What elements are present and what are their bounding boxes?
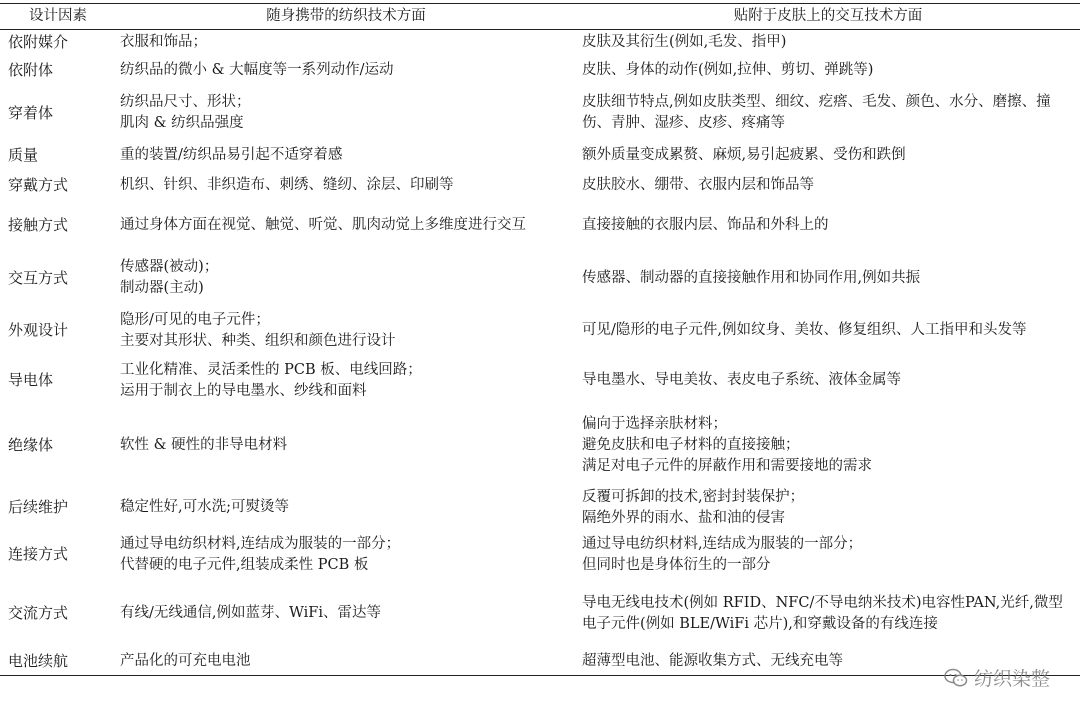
cell-line: 运用于制衣上的导电墨水、纱线和面料 [120, 382, 367, 399]
cell-skin-interaction [576, 356, 1080, 406]
cell-design-factor: 交互方式 [8, 268, 69, 287]
table-row [0, 251, 1080, 306]
cell-design-factor: 电池续航 [0, 648, 116, 676]
cell-skin-interaction [576, 406, 1080, 486]
cell-design-factor: 后续维护 [8, 498, 69, 516]
cell-line: 皮肤、身体的动作(例如,拉伸、剪切、弹跳等) [582, 62, 874, 78]
cell-line: 软性 & 硬性的非导电材料 [120, 437, 288, 453]
table-row [0, 406, 1080, 486]
cell-wearable-textile [116, 406, 576, 486]
cell-skin-interaction [576, 141, 1080, 171]
cell-line: 代替硬的电子元件,组装成柔性 PCB 板 [120, 556, 369, 573]
table-row [0, 356, 1080, 406]
cell-wearable-textile [116, 141, 576, 171]
header-factor: 设计因素 [0, 4, 116, 30]
table-row [0, 86, 1080, 141]
cell-skin-interaction [576, 30, 1080, 56]
cell-wearable-textile [116, 580, 576, 648]
cell-line: 通过导电纺织材料,连结成为服装的一部分； [120, 535, 401, 552]
cell-line: 满足对电子元件的屏蔽作用和需要接地的需求 [582, 458, 872, 474]
cell-line: 传感器、制动器的直接接触作用和协同作用,例如共振 [582, 269, 921, 286]
cell-design-factor: 外观设计 [8, 321, 69, 339]
cell-skin-interaction [576, 530, 1080, 580]
cell-design-factor: 交流方式 [8, 604, 69, 622]
cell-line: 但同时也是身体衍生的一部分 [582, 556, 771, 573]
cell-skin-interaction [576, 201, 1080, 251]
cell-line: 避免皮肤和电子材料的直接接触； [582, 437, 800, 453]
cell-wearable-textile [116, 306, 576, 356]
cell-wearable-textile [116, 251, 576, 306]
cell-wearable-textile [116, 56, 576, 86]
cell-design-factor: 穿戴方式 [8, 176, 69, 194]
cell-line: 皮肤及其衍生(例如,毛发、指甲) [582, 34, 787, 51]
header-wearable: 随身携带的纺织技术方面 [116, 4, 576, 30]
cell-design-factor: 穿着体 [8, 103, 54, 122]
cell-design-factor: 依附体 [8, 61, 54, 79]
cell-skin-interaction [576, 306, 1080, 356]
cell-line: 稳定性好,可水洗;可熨烫等 [120, 499, 289, 515]
cell-line: 皮肤细节特点,例如皮肤类型、细纹、疙瘩、毛发、颜色、水分、磨擦、撞伤、青肿、湿疹、皮疹、疼痛等 [582, 94, 1051, 131]
cell-line: 隔绝外界的雨水、盐和油的侵害 [582, 509, 785, 526]
cell-wearable-textile [116, 30, 576, 56]
cell-line: 主要对其形状、种类、组织和颜色进行设计 [120, 332, 396, 349]
cell-line: 有线/无线通信,例如蓝芽、WiFi、雷达等 [120, 605, 381, 621]
watermark [944, 664, 1050, 691]
cell-line: 肌肉 & 纺织品强度 [120, 115, 244, 131]
table-header [0, 4, 1080, 30]
cell-wearable-textile [116, 86, 576, 141]
cell-line: 纺织品的微小 & 大幅度等一系列动作/运动 [120, 62, 394, 78]
table-row [0, 648, 1080, 676]
cell-line: 重的装置/纺织品易引起不适穿着感 [120, 147, 343, 163]
cell-skin-interaction [576, 486, 1080, 530]
table-row [0, 530, 1080, 580]
cell-design-factor: 连接方式 [8, 545, 69, 563]
cell-line: 传感器(被动)； [120, 259, 219, 275]
cell-line: 通过身体方面在视觉、触觉、听觉、肌肉动觉上多维度进行交互 [120, 217, 526, 233]
table-row [0, 486, 1080, 530]
cell-design-factor: 绝缘体 [8, 436, 54, 454]
cell-skin-interaction [576, 251, 1080, 306]
cell-line: 纺织品尺寸、形状； [120, 94, 251, 110]
design-factors-table [0, 3, 1080, 676]
table-row [0, 141, 1080, 171]
cell-line: 导电无线电技术(例如 RFID、NFC/不导电纳米技术)电容性PAN,光纤,微型电子元件(例如 BLE/WiFi 芯片),和穿戴设备的有线连接 [582, 594, 1063, 632]
table-body [0, 30, 1080, 676]
cell-skin-interaction [576, 580, 1080, 648]
cell-skin-interaction [576, 56, 1080, 86]
cell-line: 产品化的可充电电池 [120, 652, 251, 669]
cell-line: 偏向于选择亲肤材料； [582, 416, 727, 432]
cell-line: 直接接触的衣服内层、饰品和外科上的 [582, 217, 829, 233]
table-row [0, 56, 1080, 86]
cell-line: 反覆可拆卸的技术,密封封装保护； [582, 488, 805, 505]
cell-line: 机织、针织、非织造布、刺绣、缝纫、涂层、印刷等 [120, 177, 454, 193]
header-row [0, 4, 1080, 30]
cell-line: 通过导电纺织材料,连结成为服装的一部分； [582, 535, 863, 552]
table-row [0, 306, 1080, 356]
cell-line: 工业化精准、灵活柔性的 PCB 板、电线回路； [120, 361, 422, 378]
cell-wearable-textile [116, 201, 576, 251]
watermark-text: 纺织染整 [973, 668, 1050, 690]
cell-skin-interaction [576, 171, 1080, 201]
cell-line: 制动器(主动) [120, 280, 204, 296]
table-row [0, 171, 1080, 201]
table-row [0, 201, 1080, 251]
cell-wearable-textile [116, 171, 576, 201]
cell-line: 皮肤胶水、绷带、衣服内层和饰品等 [582, 177, 814, 193]
cell-line: 超薄型电池、能源收集方式、无线充电等 [582, 652, 843, 669]
cell-wearable-textile [116, 486, 576, 530]
cell-line: 衣服和饰品； [120, 34, 207, 51]
cell-design-factor: 导电体 [8, 371, 54, 389]
cell-line: 可见/隐形的电子元件,例如纹身、美妆、修复组织、人工指甲和头发等 [582, 322, 1027, 338]
cell-skin-interaction [576, 86, 1080, 141]
table-row [0, 580, 1080, 648]
cell-line: 隐形/可见的电子元件； [120, 311, 270, 328]
table-row [0, 30, 1080, 56]
cell-wearable-textile [116, 530, 576, 580]
header-skin: 贴附于皮肤上的交互技术方面 [576, 4, 1080, 30]
cell-design-factor: 接触方式 [8, 216, 69, 234]
cell-line: 额外质量变成累赘、麻烦,易引起疲累、受伤和跌倒 [582, 147, 906, 163]
cell-wearable-textile [116, 648, 576, 676]
wechat-icon [944, 668, 968, 688]
cell-wearable-textile [116, 356, 576, 406]
cell-line: 导电墨水、导电美妆、表皮电子系统、液体金属等 [582, 372, 901, 388]
cell-design-factor: 质量 [8, 146, 39, 164]
cell-design-factor: 依附媒介 [8, 33, 69, 52]
